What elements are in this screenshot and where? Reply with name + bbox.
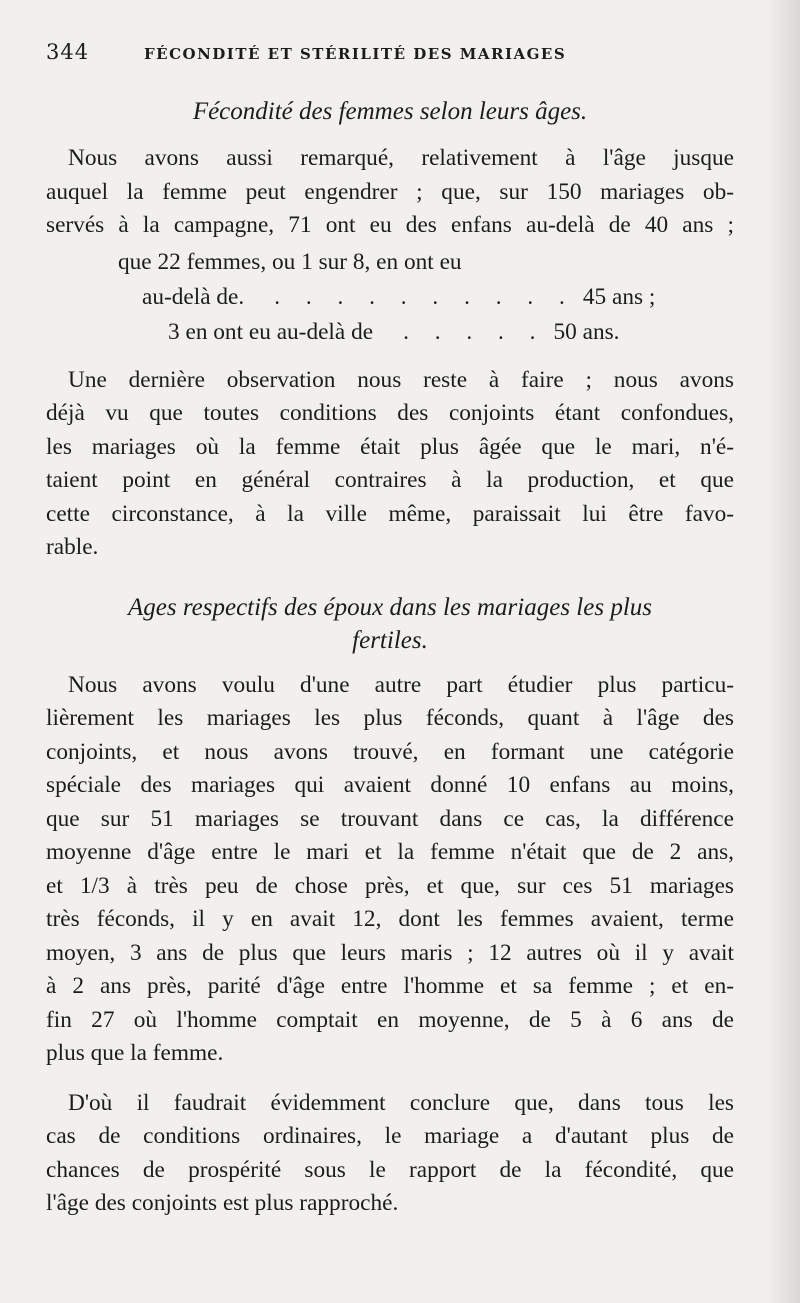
heading-line: Ages respectifs des époux dans les mariages les plus — [128, 593, 652, 621]
text-line: moyenne d'âge entre le mari et la femme n'était que de 2 ans, — [46, 839, 734, 865]
text-line: très féconds, il y en avait 12, dont les femmes avaient, terme — [46, 906, 734, 932]
stat-text: que 22 femmes, ou 1 sur 8, en ont eu — [118, 248, 462, 275]
text-line: que sur 51 mariages se trouvant dans ce cas, la différence — [46, 805, 734, 832]
text-line: rable. — [46, 534, 99, 560]
page-header — [46, 40, 734, 64]
text-line: spéciale des mariages qui avaient donné 10 enfans au moins, — [46, 772, 734, 798]
running-title: FÉCONDITÉ ET STÉRILITÉ DES MARIAGES — [144, 45, 567, 63]
page-number: 344 — [46, 40, 90, 64]
text-line: taient point en général contraires à la production, et que — [46, 467, 734, 493]
text-line: déjà vu que toutes conditions des conjoints étant confondues, — [46, 400, 734, 426]
paragraph-older-wife — [46, 364, 734, 565]
paragraph-gap — [46, 1071, 734, 1087]
text-line: et 1/3 à très peu de chose près, et que, sur ces 51 mariages — [46, 872, 734, 899]
stat-value: 45 ans ; — [582, 283, 656, 310]
leader-dots: . . . . . . . . . . — [274, 283, 575, 310]
text-line: Nous avons aussi remarqué, relativement à l'âge jusque — [68, 145, 734, 171]
text-line: à 2 ans près, parité d'âge entre l'homme et sa femme ; et en- — [46, 973, 734, 999]
text-line: cas de conditions ordinaires, le mariage a d'autant plus de — [46, 1123, 734, 1149]
text-line: cette circonstance, à la ville même, paraissait lui être favo- — [46, 500, 734, 527]
text-line: auquel la femme peut engendrer ; que, sur 150 mariages ob- — [46, 178, 734, 205]
text-line: Une dernière observation nous reste à faire ; nous avons — [68, 366, 734, 393]
stat-row — [46, 245, 734, 280]
stat-label: 3 en ont eu au-delà de — [168, 318, 374, 345]
text-line: Nous avons voulu d'une autre part étudier plus particu- — [68, 671, 734, 698]
text-line: fin 27 où l'homme comptait en moyenne, de 5 à 6 ans de — [46, 1006, 734, 1033]
page-edge-shadow — [766, 0, 800, 1303]
text-line: moyen, 3 ans de plus que leurs maris ; 12 autres où il y avait — [46, 939, 734, 966]
text-line: D'où il faudrait évidemment conclure que, dans tous les — [68, 1089, 734, 1116]
stat-value: 50 ans. — [553, 318, 620, 345]
age-statistics — [46, 245, 734, 350]
text-line: conjoints, et nous avons trouvé, en formant une catégorie — [46, 738, 734, 765]
paragraph-conclusion — [46, 1087, 734, 1221]
paragraph-age-limit — [46, 142, 734, 243]
text-line: les mariages où la femme était plus âgée que le mari, n'é- — [46, 433, 734, 460]
stat-row — [46, 280, 734, 315]
stat-label: au-delà de. — [142, 283, 245, 310]
text-line: servés à la campagne, 71 ont eu des enfans au-delà de 40 ans ; — [46, 212, 734, 238]
stat-row — [46, 315, 734, 350]
leader-dots: . . . . . — [403, 318, 546, 345]
text-line: l'âge des conjoints est plus rapproché. — [46, 1190, 399, 1216]
text-line: chances de prospérité sous le rapport de la fécondité, que — [46, 1156, 734, 1183]
paragraph-fertile-marriages — [46, 669, 734, 1071]
section-heading-fecondite: Fécondité des femmes selon leurs âges. — [192, 98, 588, 125]
heading-line: fertiles. — [352, 626, 428, 654]
section-heading-ages-respectifs — [46, 591, 734, 657]
text-line: lièrement les mariages les plus féconds, quant à l'âge des — [46, 705, 734, 731]
text-line: plus que la femme. — [46, 1040, 224, 1066]
